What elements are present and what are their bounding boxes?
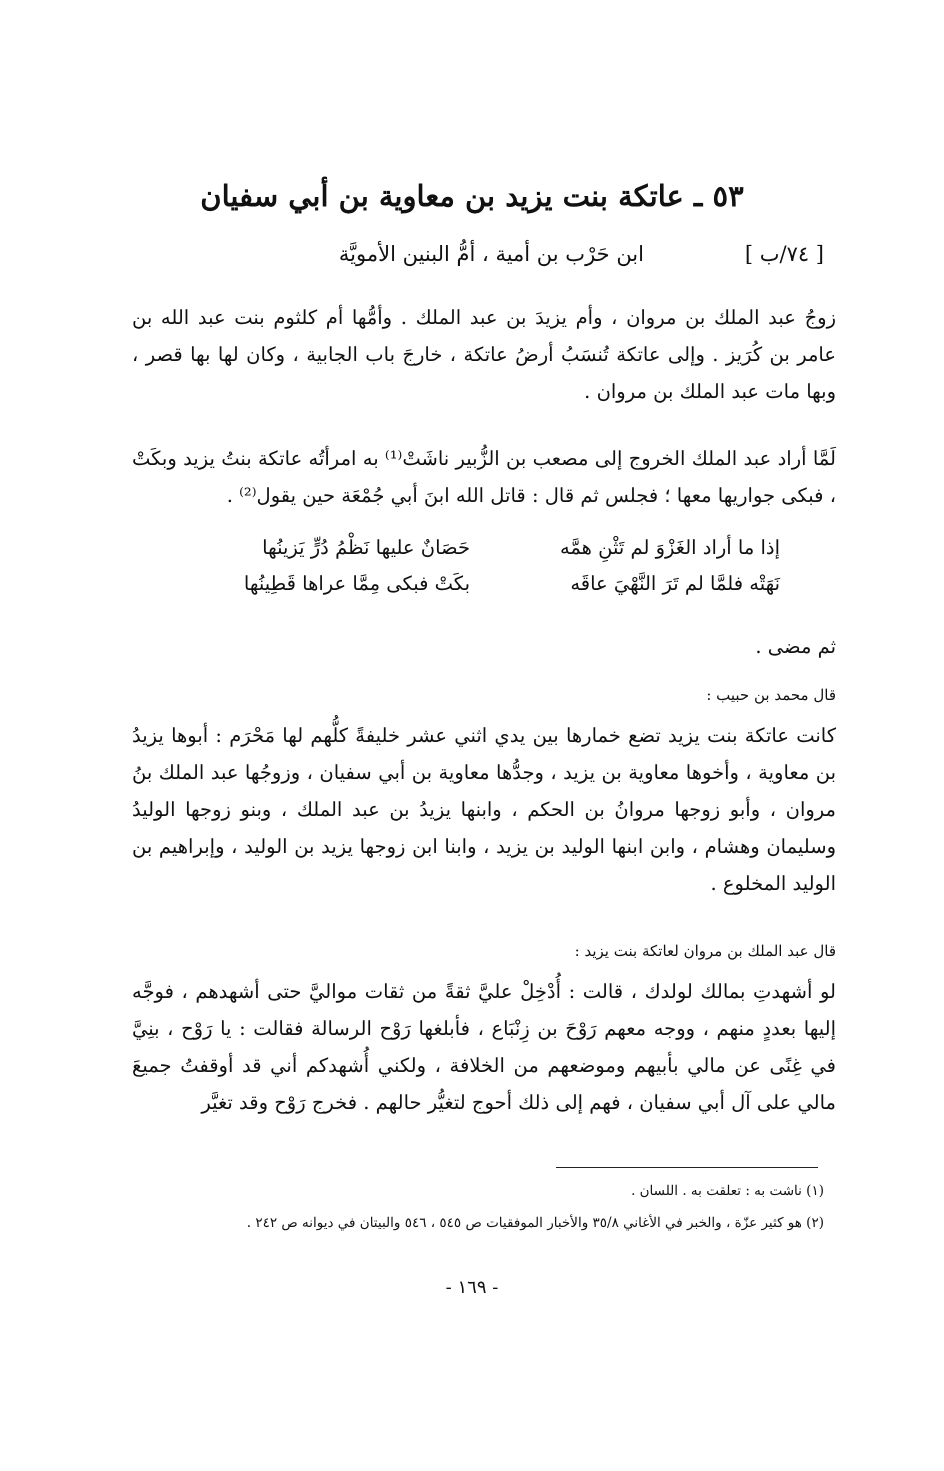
footnote-2: (٢) هو كثير عزّة ، والخبر في الأغاني ٣٥/٨ والأخبار الموفقيات ص ٥٤٥ ، ٥٤٦ والبيتان في ديوانه ص ٢٤٢ . [246, 1215, 824, 1231]
paragraph-text: لو أشهدتِ بمالك لولدك ، قالت : أُدْخِلْ عليَّ ثقةً من ثقات مواليَّ حتى أشهدهم ، فوجَّه إليها بعددٍ منهم ، ووجه معهم رَوْحَ بن زِنْبَاع ، فأبلغها رَوْح الرسالة فقالت : يا رَوْح ، بنِيَّ في غِنًى عن مالي بأبيهم وموضعهم من الخلافة ، ولكني أُشهدكم أني قد أوقفتُ جميعَ مالي على آل أبي سفيان ، فهم إلى ذلك أحوج لتغيُّر حالهم . فخرج رَوْح وقد تغيَّر [132, 980, 836, 1114]
paragraph-intro [132, 299, 836, 410]
verse-first-hemistich: نَهَتْه فلمَّا لم تَرَ النَّهْيَ عاقَه [570, 572, 780, 595]
footnote-1: (١) ناشت به : تعلقت به . اللسان . [631, 1183, 824, 1199]
verse-first-hemistich: إذا ما أراد الغَزْوَ لم تَثْنِ همَّه [559, 536, 780, 559]
paragraph-estate [132, 973, 836, 1121]
poem-verses [140, 530, 780, 602]
verse-line [140, 566, 780, 602]
verse-second-hemistich: حَصَانٌ عليها نَظْمُ دُرٍّ يَزينُها [262, 536, 470, 559]
paragraph-text: زوجُ عبد الملك بن مروان ، وأم يزيدَ بن عبد الملك . وأمُّها أم كلثوم بنت عبد الله بن عامر بن كُرَيز . وإلى عاتكة تُنسَبُ أرضُ عاتكة ، خارجَ باب الجابية ، وكان لها بها قصر ، وبها مات عبد الملك بن مروان . [132, 306, 836, 403]
paragraph-departure [132, 440, 836, 514]
paragraph-text: لَمَّا أراد عبد الملك الخروج إلى مصعب بن الزُّبير ناشَتْ⁽¹⁾ به امرأتُه عاتكة بنتُ يزيد وبكَتْ ، فبكى جواريها معها ؛ فجلس ثم قال : قاتل الله ابنَ أبي جُمْعَة حين يقول⁽²⁾ . [132, 447, 836, 507]
narrator-heading: قال عبد الملك بن مروان لعاتكة بنت يزيد : [574, 942, 836, 960]
paragraph-caliphs [132, 717, 836, 902]
paragraph-text: ثم مضى . [755, 635, 836, 658]
verse-line [140, 530, 780, 566]
paragraph-text: كانت عاتكة بنت يزيد تضع خمارها بين يدي اثني عشر خليفةً كلُّهم لها مَحْرَم : أبوها يزيدُ بن معاوية ، وأخوها معاوية بن يزيد ، وجدُّها معاوية بن أبي سفيان ، وزوجُها عبد الملك بنُ مروان ، وأبو زوجها مروانُ بن الحكم ، وابنها يزيدُ بن عبد الملك ، وبنو زوجها الوليدُ وسليمان وهشام ، وابن ابنها الوليد بن يزيد ، وابنا ابن زوجها يزيد بن الوليد ، وإبراهيم بن الوليد المخلوع . [132, 724, 836, 895]
verse-second-hemistich: بكَتْ فبكى مِمَّا عراها قَطِينُها [243, 572, 470, 595]
footnote-separator [556, 1167, 818, 1168]
subtitle-row [120, 236, 824, 272]
paragraph-after-verse [132, 628, 836, 665]
narrator-heading: قال محمد بن حبيب : [706, 686, 836, 704]
chapter-title: ٥٣ ـ عاتكة بنت يزيد بن معاوية بن أبي سفيان [200, 179, 744, 213]
manuscript-reference: [ ٧٤/ب ] [744, 242, 824, 266]
lineage-subtitle: ابن حَرْب بن أمية ، أمُّ البنين الأمويَّة [338, 242, 644, 266]
page-number: - ١٦٩ - [445, 1277, 499, 1298]
